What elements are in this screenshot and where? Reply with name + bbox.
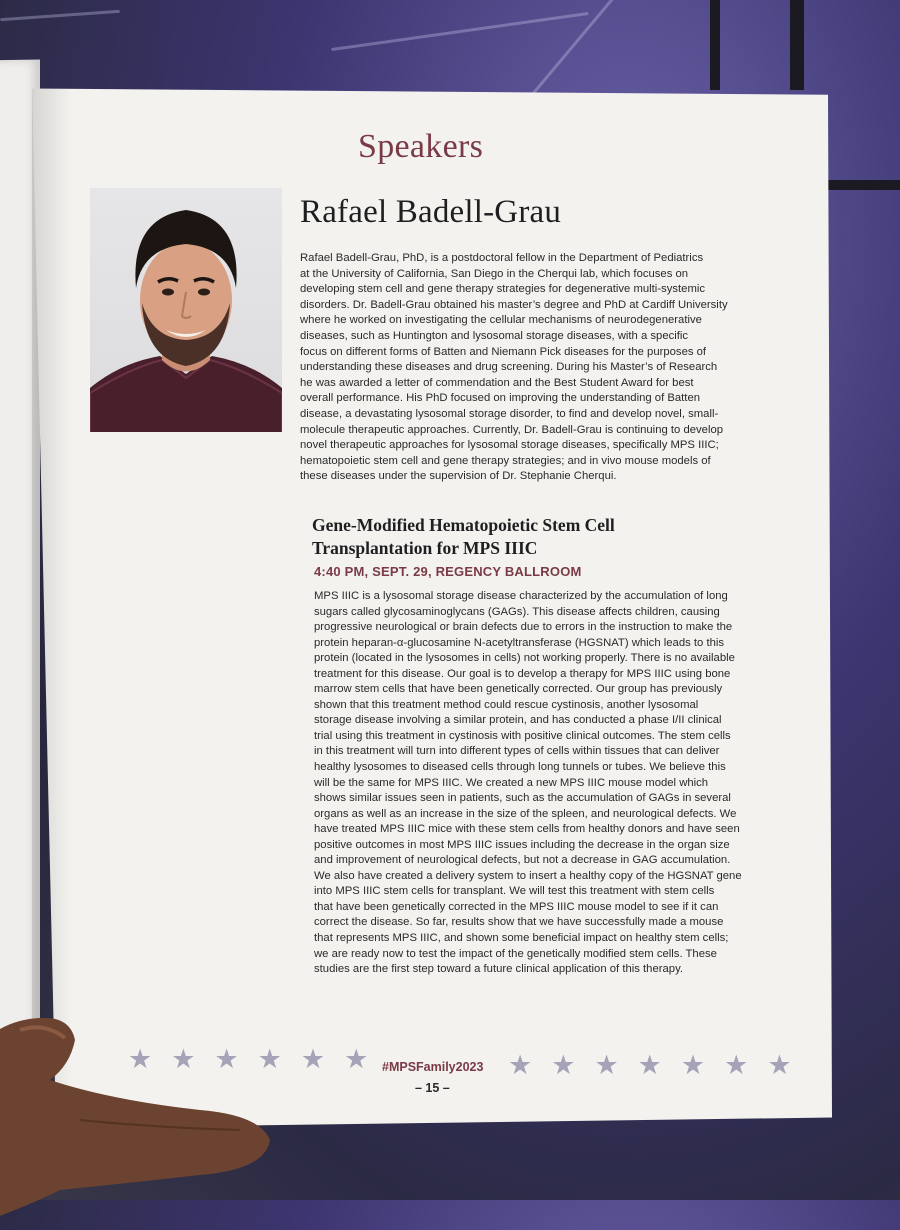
bio-line: developing stem cell and gene therapy strategies for degenerative multi-systemic: [300, 283, 706, 296]
bio-line: disorders. Dr. Badell-Grau obtained his master’s degree and PhD at Cardiff University: [300, 298, 728, 311]
bio-line: disease, a devastating lysosomal storage disorder, to find and develop novel, small-: [300, 407, 719, 420]
star-icon: ★: [680, 1050, 706, 1080]
star-icon: ★: [594, 1050, 619, 1080]
abstract-line: protein (located in the lysosomes in cells) not working properly. There is no available: [314, 652, 735, 665]
chair-leg: [790, 0, 804, 90]
abstract-line: shown that this treatment method could rescue cystinosis, another lysosomal: [314, 698, 699, 711]
star-icon: ★: [724, 1050, 749, 1080]
abstract-line: marrow stem cells that have been genetically corrected. Our group has previously: [314, 683, 723, 696]
talk-title-line: Gene-Modified Hematopoietic Stem Cell: [312, 515, 615, 535]
speaker-photo: [90, 188, 282, 432]
star-icon: ★: [300, 1044, 326, 1074]
star-icon: ★: [257, 1044, 282, 1074]
chair-leg: [710, 0, 720, 90]
abstract-line: and improvement of neurological defects, but not a decrease in GAG accumulation.: [314, 854, 731, 867]
talk-abstract: [314, 589, 776, 978]
star-icon: ★: [637, 1050, 662, 1080]
section-heading: Speakers: [358, 128, 484, 165]
abstract-line: protein heparan-α-glucosamine N-acetyltransferase (HGSNAT) which leads to this: [314, 636, 725, 649]
star-icon: ★: [508, 1050, 533, 1080]
abstract-line: we are ready now to test the impact of the genetically modified stem cells. These: [314, 947, 717, 960]
abstract-line: have treated MPS IIIC mice with these stem cells from healthy donors and have seen: [314, 823, 740, 836]
abstract-line: healthy lysosomes to diseased cells through long tunnels or tubes. We believe this: [314, 761, 726, 774]
abstract-line: treatment for this disease. Our goal is to develop a therapy for MPS IIIC using bone: [314, 667, 731, 680]
bio-line: at the University of California, San Diego in the Cherqui lab, which focuses on: [300, 267, 689, 280]
bio-line: Rafael Badell-Grau, PhD, is a postdoctoral fellow in the Department of Pediatrics: [300, 252, 704, 264]
abstract-line: studies are the first step toward a future clinical application of this therapy.: [314, 963, 684, 976]
abstract-line: storage disease involving a similar protein, and has conducted a phase I/II clinical: [314, 714, 722, 727]
speaker-name: Rafael Badell-Grau: [300, 194, 562, 230]
hand: [0, 1010, 290, 1230]
abstract-line: We also have created a delivery system to insert a healthy copy of the HGSNAT gene: [314, 869, 742, 882]
hashtag: #MPSFamily2023: [382, 1060, 484, 1074]
abstract-line: MPS IIIC is a lysosomal storage disease characterized by the accumulation of long: [314, 590, 728, 602]
talk-title-line: Transplantation for MPS IIIC: [312, 538, 538, 558]
abstract-line: that have been genetically corrected in the MPS IIIC mouse model to see if it can: [314, 900, 719, 913]
abstract-line: shows similar issues seen in patients, such as the accumulation of GAGs in several: [314, 792, 731, 805]
carpet-pattern: [331, 12, 589, 51]
chair-rail: [820, 180, 900, 190]
bio-line: overall performance. His PhD focused on improving the understanding of Batten: [300, 392, 701, 405]
bio-line: he was awarded a letter of commendation and the Best Student Award for best: [300, 376, 694, 389]
abstract-line: will be the same for MPS IIIC. We created a new MPS IIIC mouse model which: [314, 776, 709, 789]
abstract-line: sugars called glycosaminoglycans (GAGs). This disease affects children, causing: [314, 605, 720, 618]
star-icon: ★: [171, 1044, 196, 1074]
abstract-line: positive outcomes in most MPS IIIC issues including the decrease in the organ size: [314, 838, 730, 851]
star-icon: ★: [551, 1050, 576, 1080]
abstract-line: in this treatment will turn into different types of cells within tissues that can deliver: [314, 745, 720, 758]
bio-line: focus on different forms of Batten and Niemann Pick diseases for the purposes of: [300, 345, 707, 358]
star-icon: ★: [344, 1044, 369, 1074]
star-row-right: [508, 1052, 792, 1079]
abstract-line: that represents MPS IIIC, and shown some beneficial impact on healthy stem cells;: [314, 932, 729, 945]
star-icon: ★: [214, 1044, 239, 1074]
speaker-bio: [300, 251, 778, 485]
bio-line: where he worked on investigating the cellular mechanisms of neurodegenerative: [300, 314, 702, 327]
carpet-pattern: [0, 10, 120, 21]
page-number: – 15 –: [415, 1081, 450, 1095]
abstract-line: organs as well as an increase in the size of the spleen, and neurological defects. We: [314, 807, 737, 820]
star-icon: ★: [767, 1050, 792, 1080]
page-gutter-shadow: [32, 78, 72, 1128]
bio-line: molecule therapeutic approaches. Currently, Dr. Badell-Grau is continuing to develop: [300, 423, 724, 436]
bio-line: diseases, such as Huntington and lysosomal storage diseases, with a specific: [300, 329, 689, 342]
talk-time: 4:40 PM, SEPT. 29, REGENCY BALLROOM: [314, 564, 582, 579]
bio-line: understanding these diseases and drug screening. During his Master’s of Research: [300, 361, 718, 374]
star-icon: ★: [128, 1044, 153, 1074]
abstract-line: correct the disease. So far, results show that we have successfully made a mouse: [314, 916, 724, 929]
bio-line: novel therapeutic approaches for lysosomal storage diseases, specifically MPS IIIC;: [300, 439, 719, 452]
abstract-line: trial using this treatment in cystinosis with positive clinical outcomes. The stem cells: [314, 729, 731, 742]
bio-line: hematopoietic stem cell and gene therapy strategies; and in vivo mouse models of: [300, 454, 711, 467]
abstract-line: progressive neurological or brain defects due to errors in the instruction to make the: [314, 621, 733, 634]
talk-title: [312, 514, 732, 560]
abstract-line: into MPS IIIC stem cells for transplant. We will test this treatment with stem cells: [314, 885, 715, 898]
bio-line: these diseases under the supervision of Dr. Stephanie Cherqui.: [300, 470, 617, 483]
